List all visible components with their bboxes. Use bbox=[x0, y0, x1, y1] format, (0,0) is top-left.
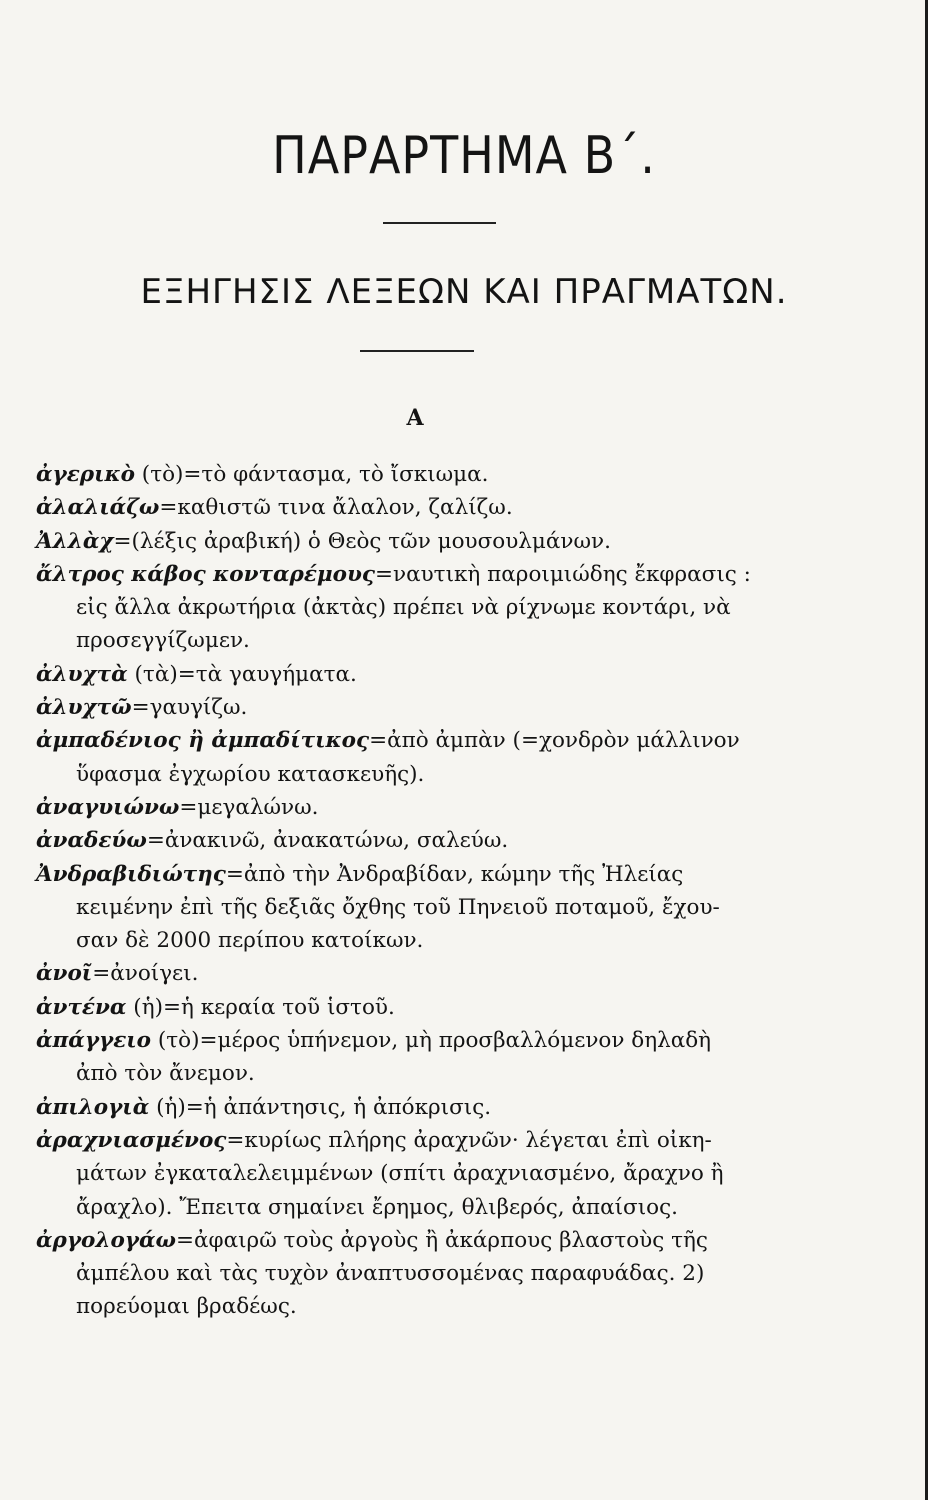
entry-headword: Ἀλλὰχ bbox=[36, 528, 114, 554]
entry-definition: =(λέξις ἀραβική) ὁ Θεὸς τῶν μουσουλμάνων. bbox=[113, 528, 611, 554]
section-letter: Α bbox=[406, 405, 424, 431]
glossary-entry bbox=[36, 957, 792, 990]
entry-definition: =καθιστῶ τινα ἄλαλον, ζαλίζω. bbox=[159, 495, 513, 521]
entry-definition: =κυρίως πλήρης ἀραχνῶν· λέγεται ἐπὶ οἰκη- bbox=[226, 1127, 712, 1153]
entry-headword: ἀνοῖ bbox=[36, 961, 93, 987]
glossary-entry bbox=[36, 1224, 792, 1324]
glossary-entry bbox=[36, 558, 792, 658]
entry-continuation: εἰς ἄλλα ἀκρωτήρια (ἀκτὰς) πρέπει νὰ ρίχνωμε κοντάρι, νὰ bbox=[76, 595, 731, 621]
entry-continuation: ἀπὸ τὸν ἄνεμον. bbox=[76, 1061, 255, 1087]
entry-headword: ἀπιλογιὰ bbox=[36, 1094, 150, 1120]
entry-continuation: ἄραχλο). Ἔπειτα σημαίνει ἔρημος, θλιβερός, ἀπαίσιος. bbox=[76, 1194, 678, 1220]
glossary-entry bbox=[36, 691, 792, 724]
entry-headword: ἀλαλιάζω bbox=[36, 495, 160, 521]
entry-continuation: πορεύομαι βραδέως. bbox=[76, 1294, 297, 1320]
entry-definition: =ἀπὸ τὴν Ἀνδραβίδαν, κώμην τῆς Ἠλείας bbox=[225, 861, 684, 887]
entry-definition: =γαυγίζω. bbox=[131, 695, 248, 721]
entry-definition: (τὸ)=μέρος ὑπήνεμον, μὴ προσβαλλόμενον δηλαδὴ bbox=[151, 1028, 712, 1054]
glossary-entry bbox=[36, 791, 792, 824]
entry-continuation: σαν δὲ 2000 περίπου κατοίκων. bbox=[76, 928, 424, 954]
glossary-entry bbox=[36, 1024, 792, 1091]
page-title: ΠΑΡΑΡΤΗΜΑ Β΄. bbox=[272, 124, 656, 186]
entry-headword: ἄλτρος κάβος κονταρέμους bbox=[36, 561, 375, 587]
entry-headword: ἀραχνιασμένος bbox=[36, 1127, 227, 1153]
entry-headword: ἀπάγγειο bbox=[36, 1028, 152, 1054]
entry-headword: ἀλυχτὰ bbox=[36, 661, 128, 687]
glossary-entry bbox=[36, 525, 792, 558]
entry-definition: =ἀφαιρῶ τοὺς ἀργοὺς ἢ ἀκάρπους βλαστοὺς τῆς bbox=[176, 1227, 708, 1253]
entry-continuation: κειμένην ἐπὶ τῆς δεξιᾶς ὄχθης τοῦ Πηνειοῦ ποταμοῦ, ἔχου- bbox=[76, 894, 720, 920]
glossary-entry bbox=[36, 1091, 792, 1124]
entry-definition: (ἡ)=ἡ κεραία τοῦ ἱστοῦ. bbox=[126, 994, 395, 1020]
entry-headword: ἀμπαδένιος ἢ ἀμπαδίτικος bbox=[36, 728, 370, 754]
entry-definition: (τὰ)=τὰ γαυγήματα. bbox=[127, 661, 357, 687]
glossary-entry bbox=[36, 458, 792, 491]
entry-headword: ἀναδεύω bbox=[36, 828, 147, 854]
entry-definition: (ἡ)=ἡ ἀπάντησις, ἡ ἀπόκρισις. bbox=[149, 1094, 492, 1120]
glossary-entry bbox=[36, 724, 792, 791]
entry-definition: =ναυτικὴ παροιμιώδης ἔκφρασις : bbox=[375, 561, 751, 587]
entry-headword: ἀλυχτῶ bbox=[36, 695, 132, 721]
entry-headword: Ἀνδραβιδιώτης bbox=[36, 861, 226, 887]
page-subtitle: ΕΞΗΓΗΣΙΣ ΛΕΞΕΩΝ ΚΑΙ ΠΡΑΓΜΑΤΩΝ. bbox=[140, 272, 788, 312]
entry-headword: ἀντένα bbox=[36, 994, 127, 1020]
glossary-entry bbox=[36, 824, 792, 857]
entry-headword: ἀργολογάω bbox=[36, 1227, 177, 1253]
title-divider bbox=[383, 222, 496, 224]
glossary-list bbox=[36, 458, 792, 1324]
entry-headword: ἀναγυιώνω bbox=[36, 794, 180, 820]
glossary-entry bbox=[36, 858, 792, 958]
entry-continuation: προσεγγίζωμεν. bbox=[76, 628, 250, 654]
entry-definition: =ἀνοίγει. bbox=[92, 961, 199, 987]
subtitle-divider bbox=[360, 350, 474, 352]
glossary-entry bbox=[36, 491, 792, 524]
entry-continuation: ἀμπέλου καὶ τὰς τυχὸν ἀναπτυσσομένας παραφυάδας. 2) bbox=[76, 1261, 705, 1287]
glossary-entry bbox=[36, 658, 792, 691]
entry-definition: =ἀπὸ ἀμπὰν (=χονδρὸν μάλλινον bbox=[369, 728, 740, 754]
glossary-entry bbox=[36, 991, 792, 1024]
entry-continuation: ὕφασμα ἐγχωρίου κατασκευῆς). bbox=[76, 761, 425, 787]
entry-definition: =ἀνακινῶ, ἀνακατώνω, σαλεύω. bbox=[146, 828, 509, 854]
entry-definition: =μεγαλώνω. bbox=[179, 794, 319, 820]
entry-continuation: μάτων ἐγκαταλελειμμένων (σπίτι ἀραχνιασμένο, ἄραχνο ἢ bbox=[76, 1161, 724, 1187]
entry-definition: (τὸ)=τὸ φάντασμα, τὸ ἴσκιωμα. bbox=[134, 462, 489, 487]
glossary-entry bbox=[36, 1124, 792, 1224]
entry-headword: ἀγερικὸ bbox=[36, 462, 135, 487]
